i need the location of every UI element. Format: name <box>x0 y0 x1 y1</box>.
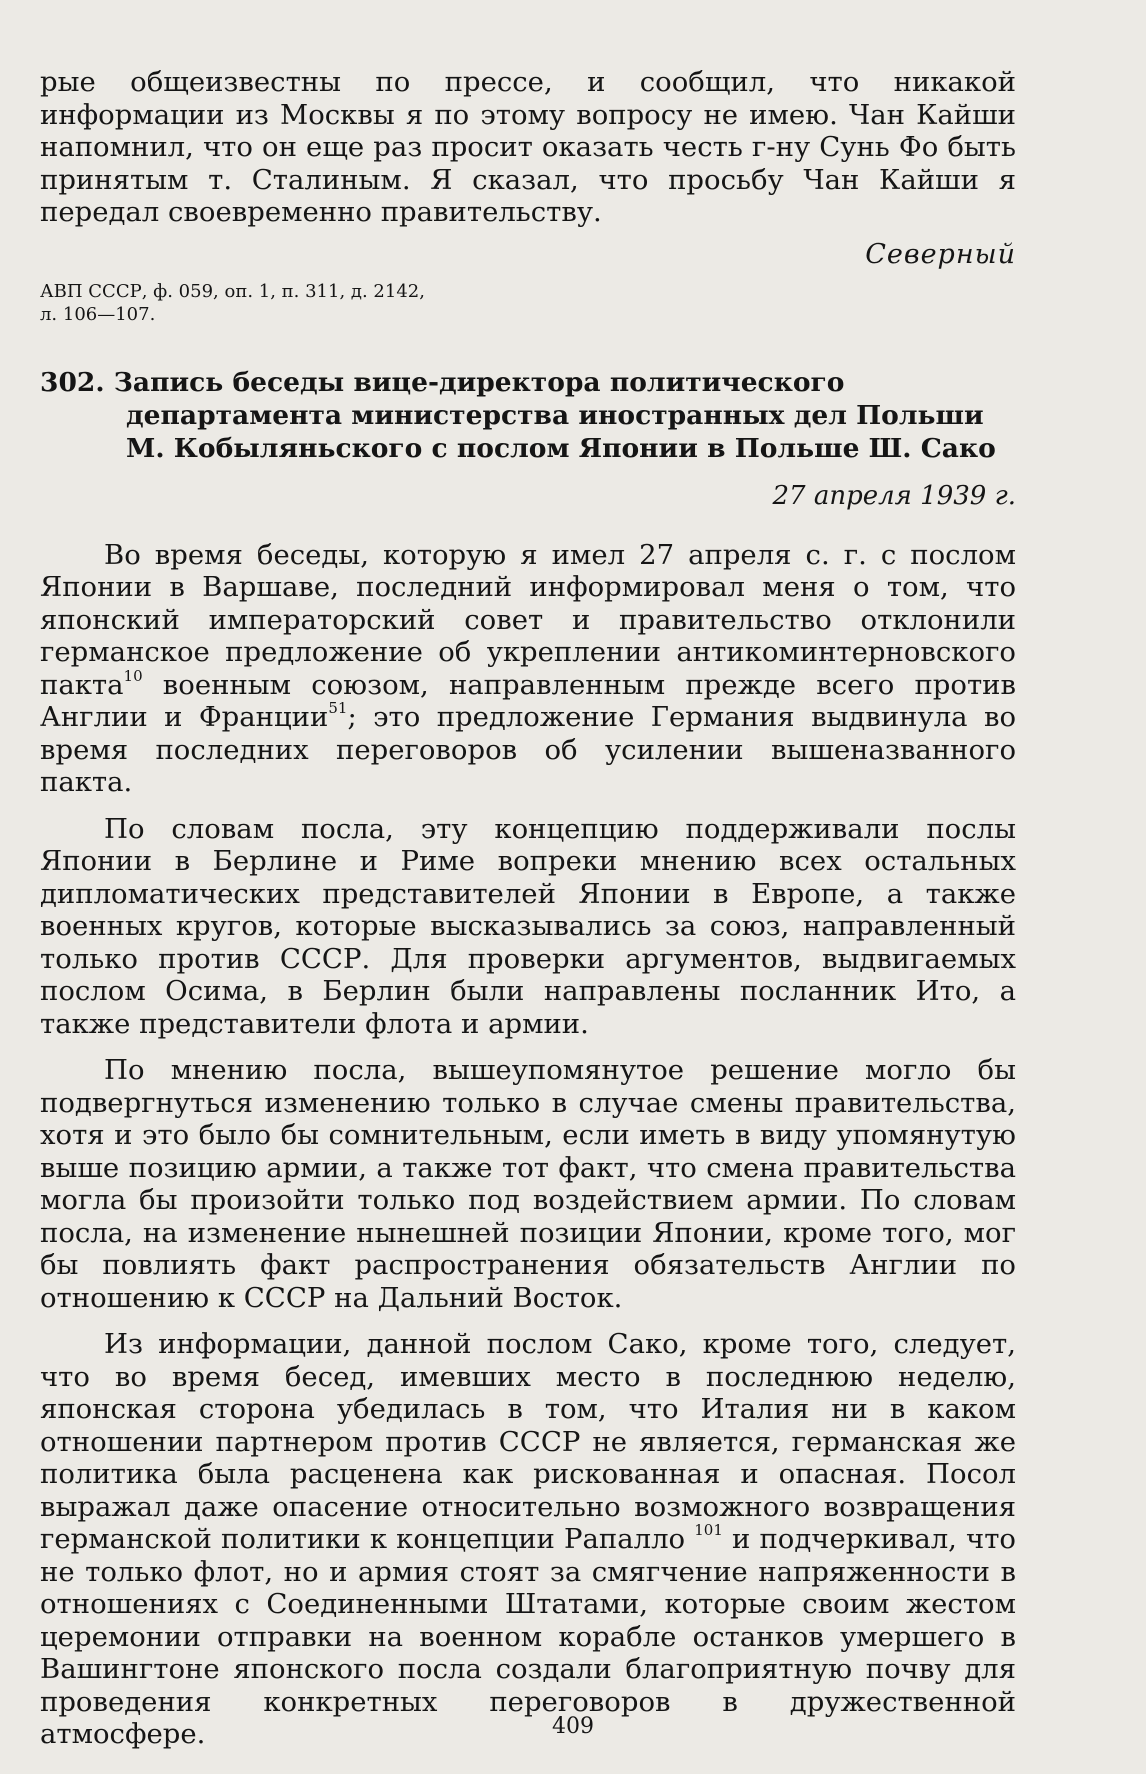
paragraph-1-text-b: военным союзом, направленным прежде всего против Англии и Франции <box>40 668 1016 733</box>
archive-source-line-2: л. 106—107. <box>40 303 156 325</box>
page-number: 409 <box>552 1714 594 1739</box>
paragraph-4-text-a: Из информации, данной послом Сако, кроме того, следует, что во время бесед, имевших место в последнюю неделю, японская сторона убедилась в том, что Италия ни в каком отношении партнером против СССР не является, германская же политика была расценена как рискованная и опасная. Посол выражал даже опасение относительно возможного возвращения германской политики к концепции Рапалло <box>40 1328 1016 1555</box>
paragraph-4-text-b: и подчеркивал, что не только флот, но и армия стоят за смягчение напряженности в отношениях с Соединенными Штатами, которые своим жестом церемонии отправки на военном корабле останков умершего в Вашингтоне японского посла создали благоприятную почву для проведения конкретных переговоров в дружественной атмосфере. <box>40 1523 1016 1750</box>
previous-document-closing-paragraph: рые общеизвестны по прессе, и сообщил, что никакой информации из Москвы я по этому вопросу не имею. Чан Кайши напомнил, что он еще раз просит оказать честь г-ну Сунь Фо быть принятым т. Сталиным. Я сказал, что просьбу Чан Кайши я передал своевременно правительству. <box>40 66 1016 228</box>
paragraph-2: По словам посла, эту концепцию поддерживали послы Японии в Берлине и Риме вопреки мнению всех остальных дипломатических представителей Японии в Европе, а также военных кругов, которые высказывались за союз, направленный только против СССР. Для проверки аргументов, выдвигаемых послом Осима, в Берлин были направлены посланник Ито, а также представители флота и армии. <box>40 812 1016 1040</box>
archive-source-line-1: АВП СССР, ф. 059, оп. 1, п. 311, д. 2142, <box>40 280 425 302</box>
paragraph-1-text-a: Во время беседы, которую я имел 27 апреля с. г. с послом Японии в Варшаве, последний информировал меня о том, что японский императорский совет и правительство отклонили германское предложение об укреплении антикоминтерновского пакта <box>40 538 1016 701</box>
footnote-ref-51: 51 <box>328 699 348 717</box>
archive-source <box>40 280 1016 326</box>
footnote-ref-101: 101 <box>694 1521 723 1539</box>
paragraph-3: По мнению посла, вышеупомянутое решение могло бы подвергнуться изменению только в случае смены правительства, хотя и это было бы сомнительным, если иметь в виду упомянутую выше позицию армии, а также тот факт, что смена правительства могла бы произойти только под воздействием армии. По словам посла, на изменение нынешней позиции Японии, кроме того, мог бы повлиять факт распространения обязательств Англии по отношению к СССР на Дальний Восток. <box>40 1054 1016 1314</box>
document-date: 27 апреля 1939 г. <box>772 480 1016 511</box>
paragraph-4 <box>40 1328 1016 1751</box>
document-heading <box>40 366 1016 465</box>
document-number: 302. <box>40 366 105 398</box>
paragraph-1 <box>40 539 1016 799</box>
document-body <box>40 539 1016 1751</box>
signature: Северный <box>865 238 1016 270</box>
document-title: Запись беседы вице-директора политического департамента министерства иностранных дел Польши М. Кобыляньского с послом Японии в Польше Ш. Сако <box>113 366 996 464</box>
paragraph-1-text-c: ; это предложение Германия выдвинула во время последних переговоров об усилении вышеназванного пакта. <box>40 701 1017 798</box>
document-page <box>40 66 1016 1765</box>
footnote-ref-10: 10 <box>123 666 143 685</box>
